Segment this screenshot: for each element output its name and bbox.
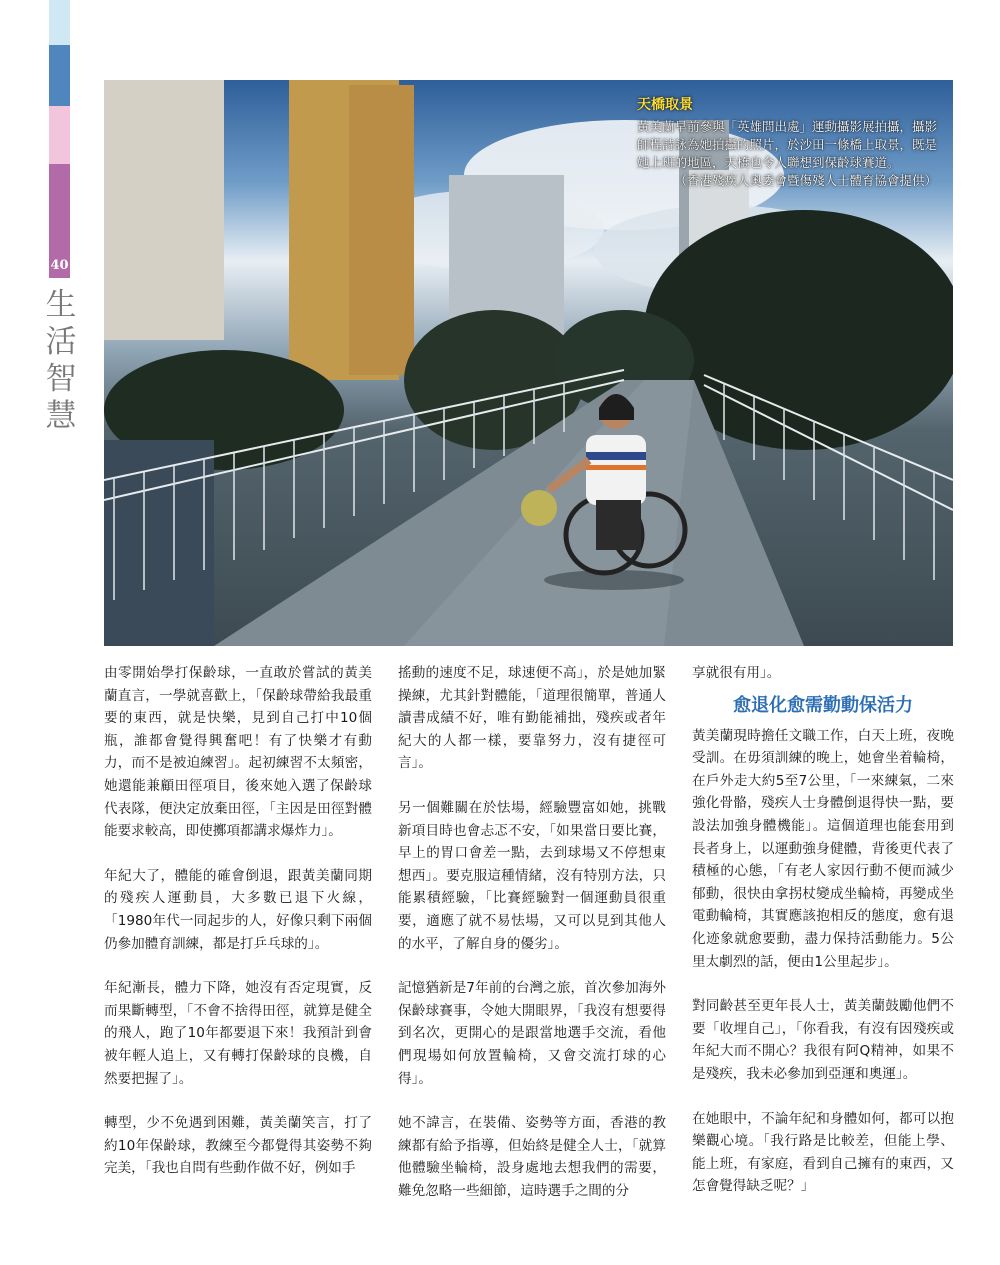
paragraph: 黃美蘭現時擔任文職工作，白天上班，夜晚受訓。在毋須訓練的晚上，她會坐着輪椅，在戶外走大約5至7公里，「一來練氣，二來強化骨骼，殘疾人士身體倒退得快一點，要設法加強身體機能」。這個道理也能套用到長者身上，以運動強身健體，背後更代表了積極的心態，「有老人家因行動不便而減少郁動，很快由拿拐杖變成坐輪椅，再變成坐電動輪椅，其實應該抱相反的態度，愈有退化迹象就愈要動，盡力保持活動能力。5公里太劇烈的話，便由1公里起步」。 <box>692 727 954 970</box>
paragraph: 年紀大了，體能的確會倒退，跟黃美蘭同期的殘疾人運動員，大多數已退下火線，「1980年代一同起步的人，好像只剩下兩個仍參加體育訓練，都是打乒乓球的」。 <box>104 867 372 952</box>
article-column-3 <box>692 662 954 1220</box>
section-title-char: 慧 <box>45 398 77 434</box>
paragraph: 年紀漸長，體力下降，她沒有否定現實，反而果斷轉型，「不會不捨得田徑，就算是健全的飛人，跑了10年都要退下來！我預計到會被年輕人追上，又有轉打保齡球的良機，自然要把握了」。 <box>104 980 372 1087</box>
section-title <box>44 287 78 435</box>
side-tab-light-blue <box>49 0 70 45</box>
paragraph: 在她眼中，不論年紀和身體如何，都可以抱樂觀心境。「我行路是比較差，但能上學、能上班，有家庭，看到自己擁有的東西，又怎會覺得缺乏呢？」 <box>692 1110 954 1195</box>
section-title-char: 活 <box>45 324 77 360</box>
paragraph: 搖動的速度不足，球速便不高」，於是她加緊操練，尤其針對體能，「道理很簡單，普通人讀書成績不好，唯有勤能補拙，殘疾或者年紀大的人都一樣，要靠努力，沒有捷徑可言」。 <box>398 665 666 772</box>
article-column-1 <box>104 662 372 1202</box>
paragraph: 轉型，少不免遇到困難，黃美蘭笑言，打了約10年保齡球，教練至今都覺得其姿勢不夠完美，「我也自問有些動作做不好，例如手 <box>104 1115 372 1177</box>
side-tab-blue <box>49 45 70 106</box>
paragraph: 由零開始學打保齡球，一直敢於嘗試的黃美蘭直言，一學就喜歡上，「保齡球帶給我最重要的東西，就是快樂，見到自己打中10個瓶，誰都會覺得興奮吧！有了快樂才有動力，而不是被迫練習」。起初練習不太頻密，她還能兼顧田徑項目，後來她入選了保齡球代表隊，便決定放棄田徑，「主因是田徑對體能要求較高，即使擲項都講求爆炸力」。 <box>104 665 372 840</box>
subheading: 愈退化愈需勤動保活力 <box>733 694 913 716</box>
section-title-char: 智 <box>45 361 77 397</box>
paragraph: 記憶猶新是7年前的台灣之旅，首次參加海外保齡球賽事，令她大開眼界，「我沒有想要得到名次，更開心的是跟當地選手交流，看他們現場如何放置輪椅，又會交流打球的心得」。 <box>398 980 666 1087</box>
page-number: 40 <box>49 254 70 278</box>
paragraph: 對同齡甚至更年長人士，黃美蘭鼓勵他們不要「收埋自己」，「你看我，有沒有因殘疾或年紀大而不開心？我很有阿Q精神，如果不是殘疾，我未必參加到亞運和奧運」。 <box>692 998 954 1082</box>
paragraph: 享就很有用」。 <box>692 665 781 681</box>
paragraph: 她不諱言，在裝備、姿勢等方面，香港的教練都有給予指導，但始終是健全人士，「就算他體驗坐輪椅，設身處地去想我們的需要，難免忽略一些細節，這時選手之間的分 <box>398 1115 666 1199</box>
section-title-char: 生 <box>45 287 77 323</box>
article-column-2 <box>398 662 666 1224</box>
side-tab-pink <box>49 106 70 164</box>
caption-title: 天橋取景 <box>637 97 693 113</box>
caption-body: 黃美蘭早前參與「英雄問出處」運動攝影展拍攝，攝影師程詩詠為她拍攝的照片，於沙田一條橋上取景，既是她上班的地區，天橋也令人聯想到保齡球賽道。 <box>637 119 938 170</box>
side-tab-purple <box>49 164 70 254</box>
paragraph: 另一個難關在於怯場，經驗豐富如她，挑戰新項目時也會忐忑不安，「如果當日要比賽，早上的胃口會差一點，去到球場又不停想東想西」。要克服這種情緒，沒有特別方法，只能累積經驗，「比賽經驗對一個運動員很重要，適應了就不易怯場，又可以見到其他人的水平，了解自身的優劣」。 <box>398 799 666 952</box>
caption-credit: （香港殘疾人奧委會暨傷殘人士體育協會提供） <box>674 173 937 188</box>
photo-caption <box>637 94 937 190</box>
